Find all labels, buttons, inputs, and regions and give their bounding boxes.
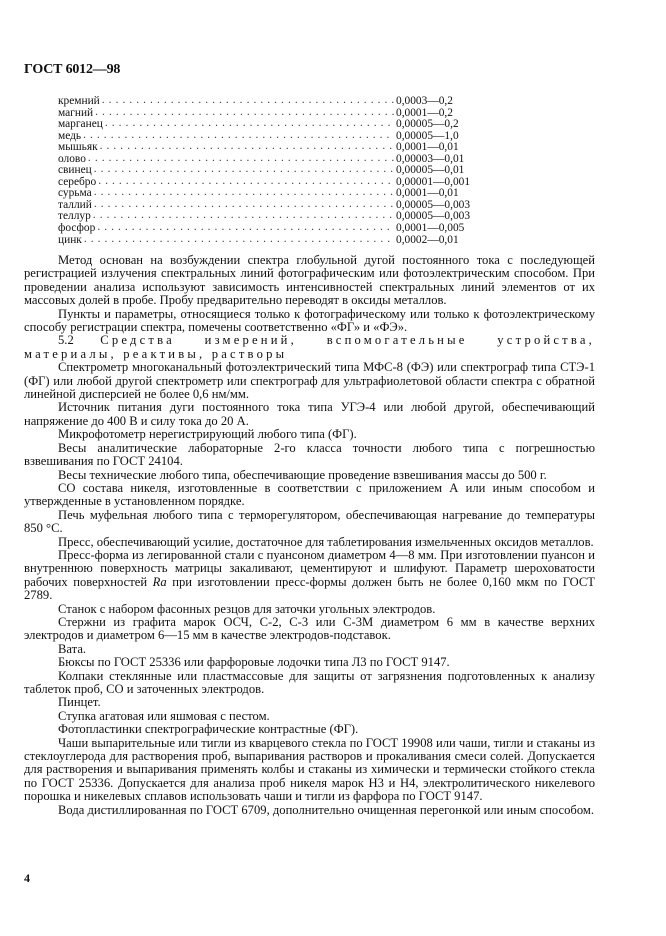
element-name: медь	[58, 129, 82, 142]
paragraph-spectrometer: Спектрометр многоканальный фотоэлектрический типа МФС-8 (ФЭ) или спектрограф типа СТЭ-1 (ФГ) или любой другой спектрометр или спектрограф для ультрафиолетовой области спектра с обратной линейной дисперсией не более 0,6 нм/мм.	[24, 360, 595, 402]
paragraph-power-source: Источник питания дуги постоянного тока типа УГЭ-4 или любой другой, обеспечивающий напряжение до 400 В и силу тока до 20 А.	[24, 400, 595, 428]
element-range: 0,00001—0,001	[396, 175, 471, 188]
paragraph-beakers: Бюксы по ГОСТ 25336 или фарфоровые лодочки типа Л3 по ГОСТ 9147.	[58, 655, 450, 670]
paragraph-press: Пресс, обеспечивающий усилие, достаточное для таблетирования измельченных оксидов металлов.	[58, 534, 594, 549]
paragraph-method: Метод основан на возбуждении спектра глобульной дугой постоянного тока с последующей регистрацией излучения спектральных линий фотографическим или фотоэлектрическим способом. При проведении анализа используют зависимость интенсивностей спектральных линий элементов от их массовых долей в пробе. Пробу предварительно переводят в оксиды металлов.	[24, 253, 595, 308]
element-range: 0,00005—0,2	[396, 118, 459, 131]
element-name: олово	[58, 152, 86, 165]
dot-leader	[98, 176, 394, 188]
element-name: цинк	[58, 233, 82, 246]
paragraph-marked-items: Пункты и параметры, относящиеся только к фотографическому или только к фотоэлектрическому способу регистрации спектра, помечены соответственно «ФГ» и «ФЭ».	[24, 306, 595, 335]
section-heading	[24, 334, 595, 361]
element-range: 0,00005—1,0	[396, 129, 459, 142]
document-header: ГОСТ 6012—98	[24, 62, 121, 77]
element-range: 0,0002—0,01	[396, 233, 459, 246]
press-form-text-2: при изготовлении пресс-формы должен быть не более 0,160 мкм по ГОСТ 2789.	[24, 574, 595, 603]
element-range: 0,0003—0,2	[396, 95, 453, 107]
element-range: 0,0001—0,005	[396, 222, 465, 235]
dot-leader	[83, 130, 394, 142]
element-range: 0,0001—0,2	[396, 106, 453, 119]
element-name: серебро	[58, 175, 97, 188]
dot-leader	[97, 222, 394, 234]
dot-leader	[94, 199, 394, 211]
paragraph-technical-scales: Весы технические любого типа, обеспечивающие проведение взвешивания массы до 500 г.	[58, 467, 547, 482]
dot-leader	[88, 153, 394, 165]
element-name: марганец	[58, 118, 103, 131]
paragraph-cotton: Вата.	[58, 641, 87, 656]
roughness-symbol: Ra	[152, 574, 167, 589]
paragraph-tweezers: Пинцет.	[58, 695, 101, 710]
paragraph-press-form	[24, 549, 595, 603]
paragraph-water: Вода дистиллированная по ГОСТ 6709, дополнительно очищенная перегонкой или иным способом.	[58, 802, 595, 817]
element-name: сурьма	[58, 187, 92, 200]
section-title: Средства измерений, вспомогательные устройства, материалы, реактивы, растворы	[24, 333, 595, 361]
dot-leader	[100, 141, 394, 153]
element-name: таллий	[58, 198, 92, 211]
paragraph-reference-samples: СО состава никеля, изготовленные в соответствии с приложением А или иным способом и утвержденные в установленном порядке.	[24, 480, 595, 509]
document-body	[24, 254, 595, 817]
section-number: 5.2	[58, 333, 74, 348]
element-name: магний	[58, 106, 94, 119]
paragraph-rods: Стержни из графита марок ОСЧ, С-2, С-3 или С-3М диаметром 6 мм в качестве верхних электродов и диаметром 6—15 мм в качестве электродов-подставок.	[24, 614, 595, 643]
paragraph-furnace: Печь муфельная любого типа с терморегулятором, обеспечивающая нагревание до температуры 850 °С.	[24, 507, 595, 536]
element-name: фосфор	[58, 222, 96, 235]
element-range: 0,00005—0,01	[396, 164, 465, 177]
dot-leader	[93, 210, 394, 222]
page-number: 4	[24, 871, 30, 885]
dot-leader	[105, 118, 394, 130]
paragraph-mortar: Ступка агатовая или яшмовая с пестом.	[58, 708, 270, 723]
element-name: теллур	[58, 210, 91, 223]
paragraph-microphotometer: Микрофотометр нерегистрирующий любого типа (ФГ).	[58, 427, 357, 442]
element-range: 0,00003—0,01	[396, 152, 465, 165]
element-range: 0,00005—0,003	[396, 198, 471, 211]
element-range: 0,0001—0,01	[396, 141, 459, 154]
element-name: свинец	[58, 164, 92, 177]
element-range: 0,0001—0,01	[396, 187, 459, 200]
dot-leader	[84, 234, 394, 246]
dot-leader	[102, 95, 394, 107]
element-range: 0,00005—0,003	[396, 210, 471, 223]
dot-leader	[95, 107, 394, 119]
paragraph-plates: Фотопластинки спектрографические контрастные (ФГ).	[58, 722, 359, 737]
element-range-list	[58, 96, 538, 246]
paragraph-cups: Чаши выпарительные или тигли из кварцевого стекла по ГОСТ 19908 или чаши, тигли и стаканы из стеклоуглерода для растворения проб, выпаривания растворов и прокаливания смеси солей. Допускается для растворения и выпаривания применять колбы и стаканы из химически и термически стойкого стекла по ГОСТ 25336. Допускается для анализа проб никеля марок Н3 и Н4, электролитического никелевого порошка и никелевых сплавов использовать чаши и тигли из фарфора по ГОСТ 9147.	[24, 735, 595, 804]
dot-leader	[94, 187, 394, 199]
paragraph-analytical-scales: Весы аналитические лабораторные 2-го класса точности любого типа с погрешностью взвешивания по ГОСТ 24104.	[24, 440, 595, 469]
press-form-text-1: Пресс-форма из легированной стали с пуансоном диаметром 4—8 мм. При изготовлении пуансон и внутреннюю поверхность матрицы закаливают, цементируют и шлифуют. Параметр шероховатости рабочих поверхностей	[24, 547, 595, 589]
paragraph-lathe: Станок с набором фасонных резцов для заточки угольных электродов.	[58, 601, 436, 616]
element-name: кремний	[58, 95, 100, 107]
dot-leader	[94, 164, 394, 176]
element-name: мышьяк	[58, 141, 98, 154]
paragraph-covers: Колпаки стеклянные или пластмассовые для защиты от загрязнения подготовленных к анализу таблеток проб, СО и заточенных электродов.	[24, 668, 595, 696]
list-item	[58, 235, 538, 247]
